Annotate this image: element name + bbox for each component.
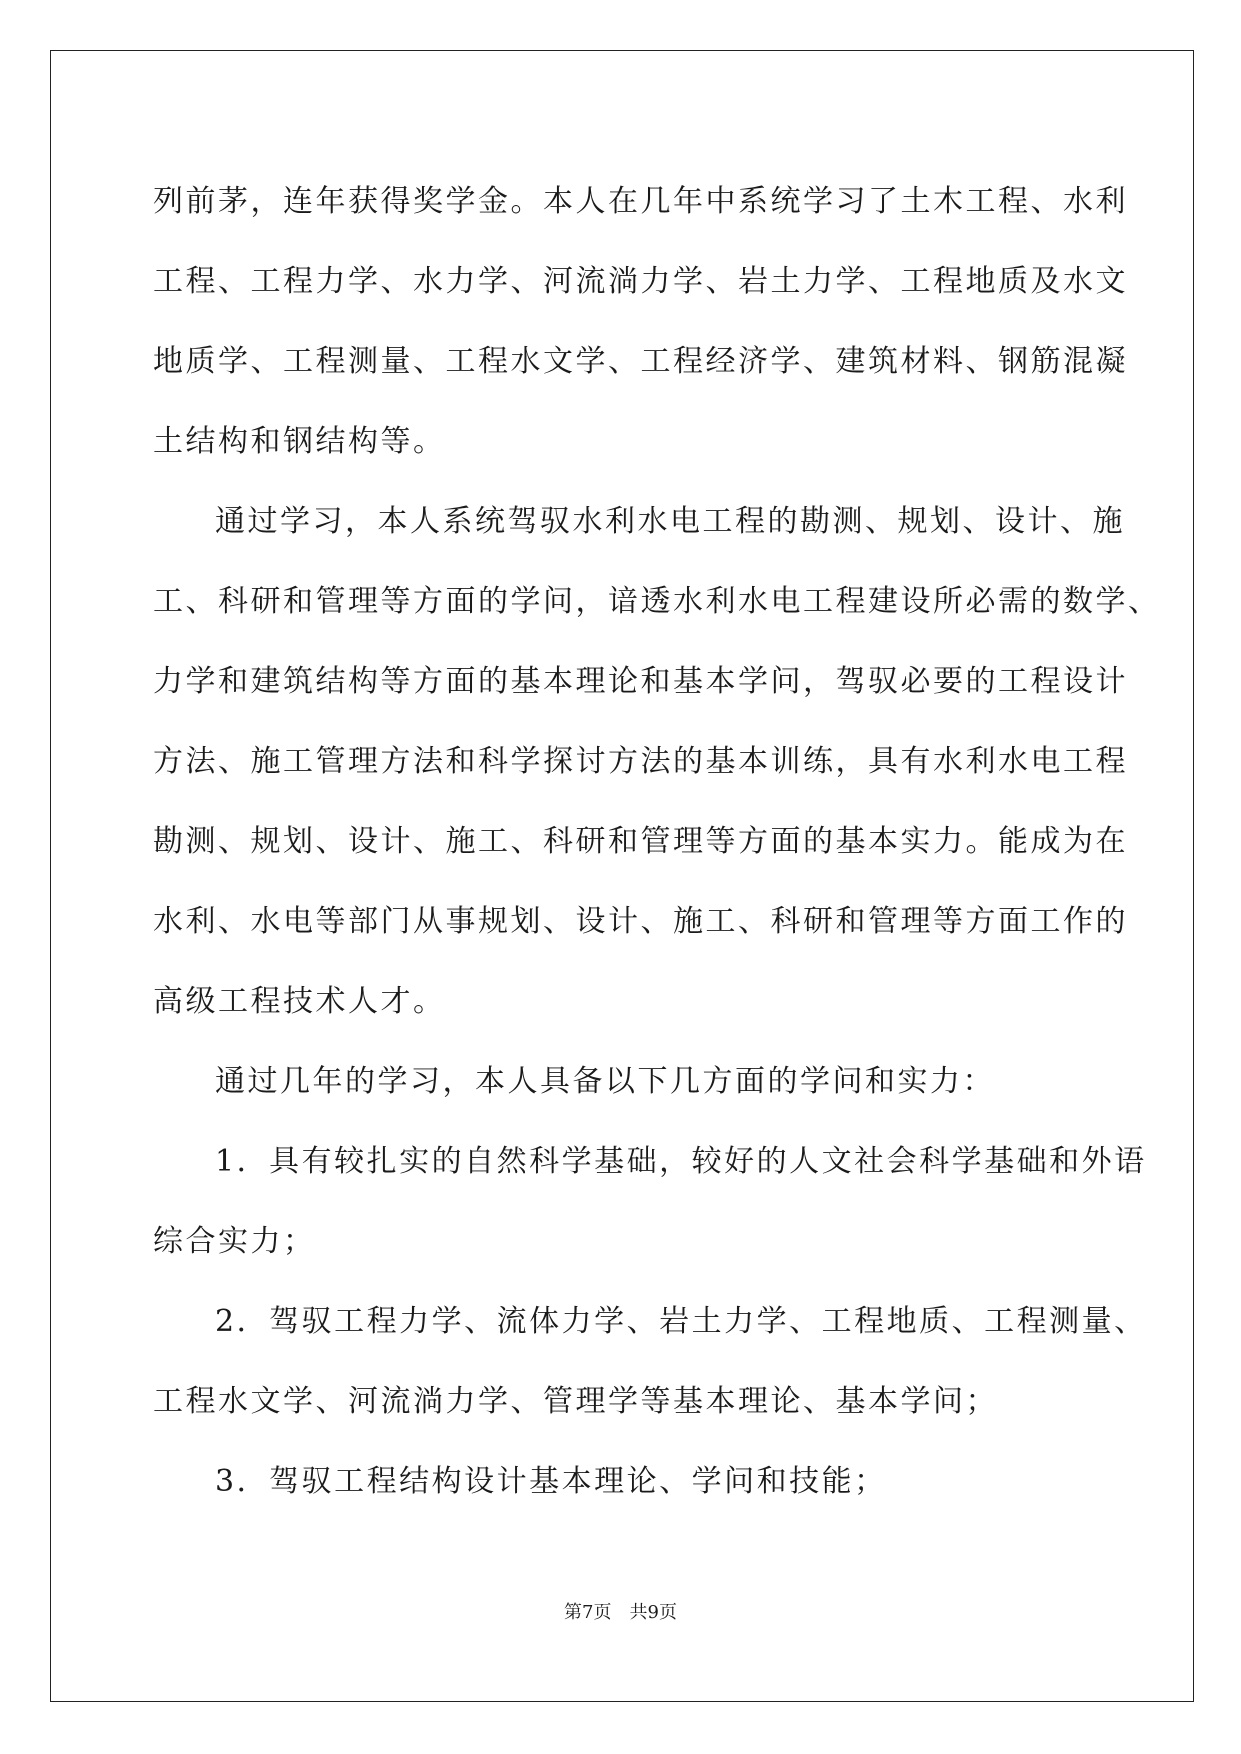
text-line: 列前茅，连年获得奖学金。本人在几年中系统学习了土木工程、水利 [153,184,1128,219]
text-line: 力学和建筑结构等方面的基本理论和基本学问，驾驭必要的工程设计 [153,664,1128,699]
paragraph-first-line: 通过学习，本人系统驾驭水利水电工程的勘测、规划、设计、施 [215,504,1125,539]
text-line: 综合实力； [153,1224,316,1259]
page-number: 第7页 共9页 [564,1602,677,1623]
document-body [153,162,1161,1522]
text-line: 工程、工程力学、水力学、河流淌力学、岩土力学、工程地质及水文 [153,264,1128,299]
list-item-1: 1．具有较扎实的自然科学基础，较好的人文社会科学基础和外语 [215,1144,1147,1179]
text-line: 水利、水电等部门从事规划、设计、施工、科研和管理等方面工作的 [153,904,1128,939]
text-line: 工程水文学、河流淌力学、管理学等基本理论、基本学问； [153,1384,998,1419]
text-line: 工、科研和管理等方面的学问，谙透水利水电工程建设所必需的数学、 [153,584,1161,619]
list-item-2: 2．驾驭工程力学、流体力学、岩土力学、工程地质、工程测量、 [215,1304,1147,1339]
page-footer [0,1601,1241,1625]
text-line: 勘测、规划、设计、施工、科研和管理等方面的基本实力。能成为在 [153,824,1128,859]
text-line: 地质学、工程测量、工程水文学、工程经济学、建筑材料、钢筋混凝 [153,344,1128,379]
text-line: 方法、施工管理方法和科学探讨方法的基本训练，具有水利水电工程 [153,744,1128,779]
text-line: 高级工程技术人才。 [153,984,446,1019]
list-item-3: 3．驾驭工程结构设计基本理论、学问和技能； [215,1464,887,1499]
text-line: 土结构和钢结构等。 [153,424,446,459]
paragraph-first-line: 通过几年的学习，本人具备以下几方面的学问和实力： [215,1064,995,1099]
